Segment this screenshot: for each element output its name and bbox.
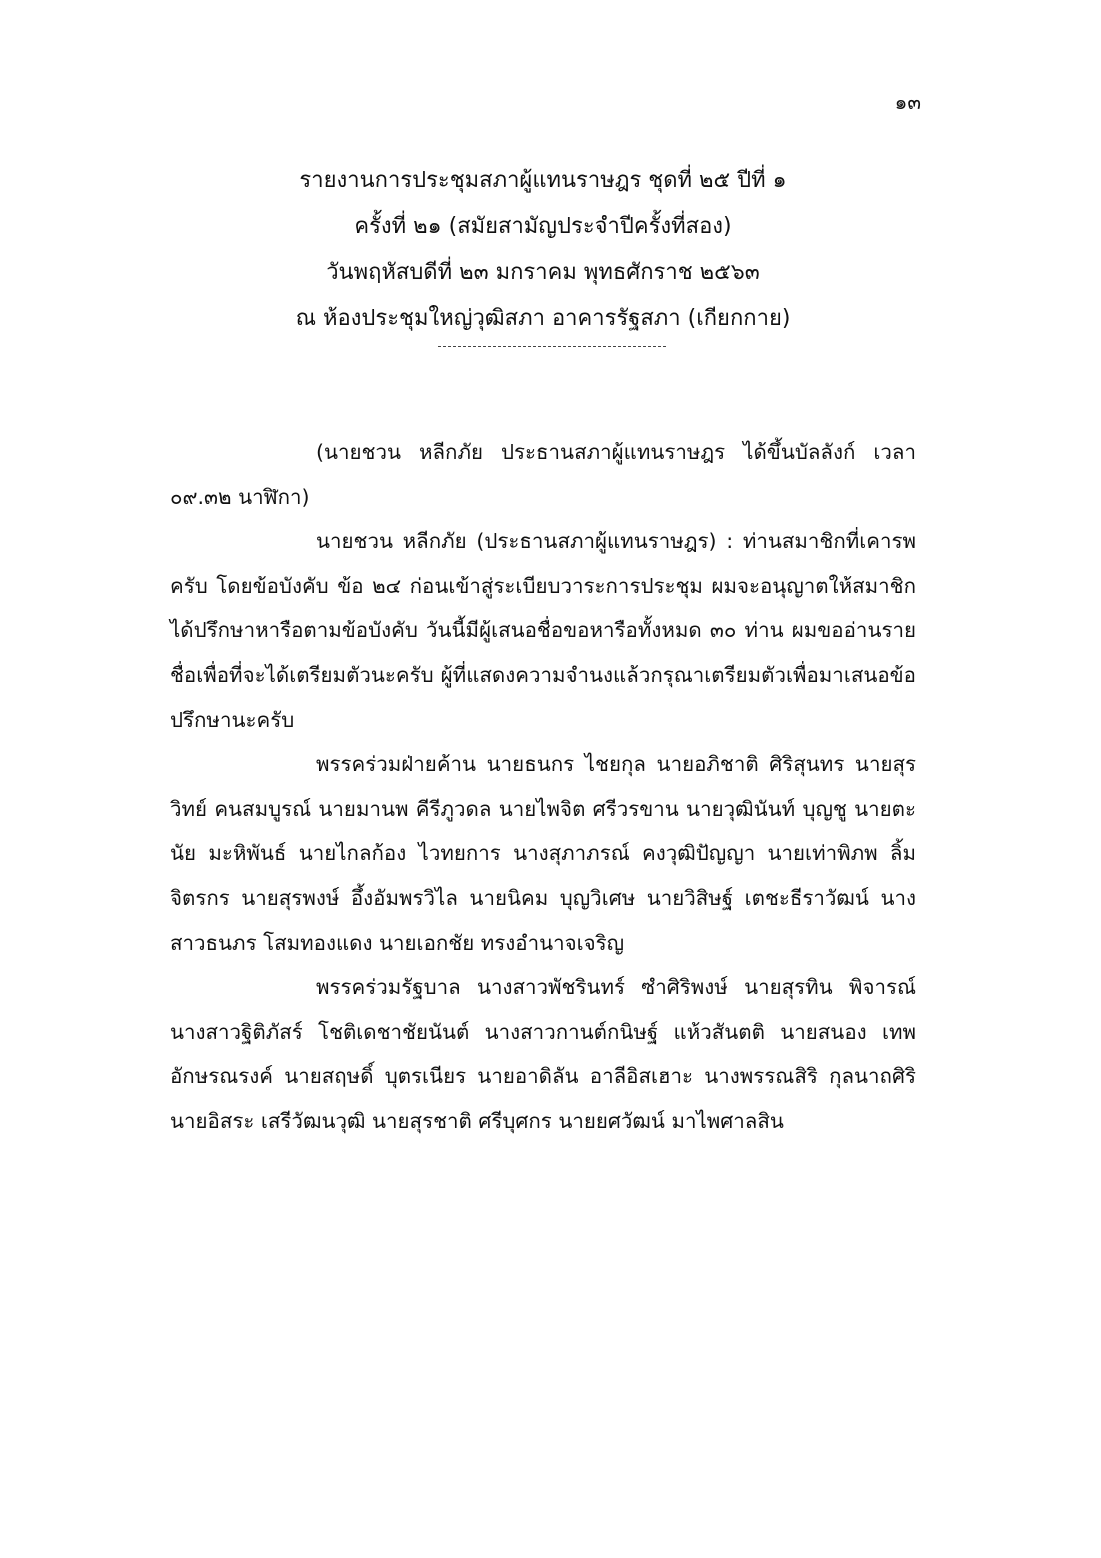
paragraph-chair-takes-seat: (นายชวน หลีกภัย ประธานสภาผู้แทนราษฎร ได้ขึ้นบัลลังก์ เวลา ๐๙.๓๒ นาฬิกา)	[170, 440, 916, 509]
minutes-body	[170, 430, 916, 1144]
heading-divider	[438, 346, 666, 347]
paragraph-opposition-list: พรรคร่วมฝ่ายค้าน นายธนกร ไชยกุล นายอภิชาติ ศิริสุนทร นายสุรวิทย์ คนสมบูรณ์ นายมานพ คีรีภูวดล นายไพจิต ศรีวรขาน นายวุฒินันท์ บุญชู นายตะนัย มะหิพันธ์ นายไกลก้อง ไวทยการ นางสุภาภรณ์ คงวุฒิปัญญา นายเท่าพิภพ ลิ้มจิตรกร นายสุรพงษ์ อึ้งอัมพรวิไล นายนิคม บุญวิเศษ นายวิสิษฐ์ เตชะธีราวัฒน์ นางสาวธนภร โสมทองแดง นายเอกชัย ทรงอำนาจเจริญ	[170, 752, 916, 955]
heading-line-2: ครั้งที่ ๒๑ (สมัยสามัญประจำปีครั้งที่สอง)	[354, 214, 732, 239]
paragraph-chair-statement: นายชวน หลีกภัย (ประธานสภาผู้แทนราษฎร) : ท่านสมาชิกที่เคารพครับ โดยข้อบังคับ ข้อ ๒๔ ก่อนเข้าสู่ระเบียบวาระการประชุม ผมจะอนุญาตให้สมาชิกได้ปรึกษาหารือตามข้อบังคับ วันนี้มีผู้เสนอชื่อขอหารือทั้งหมด ๓๐ ท่าน ผมขออ่านรายชื่อเพื่อที่จะได้เตรียมตัวนะครับ ผู้ที่แสดงความจำนงแล้วกรุณาเตรียมตัวเพื่อมาเสนอข้อปรึกษานะครับ	[170, 529, 916, 732]
report-heading	[170, 158, 916, 342]
heading-line-3: วันพฤหัสบดีที่ ๒๓ มกราคม พุทธศักราช ๒๕๖๓	[326, 260, 760, 285]
page-number: ๑๓	[894, 90, 921, 114]
heading-line-4: ณ ห้องประชุมใหญ่วุฒิสภา อาคารรัฐสภา (เกียกกาย)	[295, 306, 791, 331]
heading-line-1: รายงานการประชุมสภาผู้แทนราษฎร ชุดที่ ๒๕ ปีที่ ๑	[299, 168, 787, 193]
paragraph-government-list: พรรคร่วมรัฐบาล นางสาวพัชรินทร์ ซำศิริพงษ์ นายสุรทิน พิจารณ์ นางสาวฐิติภัสร์ โชติเดชาชัยนันต์ นางสาวกานต์กนิษฐ์ แห้วสันตติ นายสนอง เทพอักษรณรงค์ นายสฤษดิ์ บุตรเนียร นายอาดิลัน อาลีอิสเฮาะ นางพรรณสิริ กุลนาถศิริ นายอิสระ เสรีวัฒนวุฒิ นายสุรชาติ ศรีบุศกร นายยศวัฒน์ มาไพศาลสิน	[170, 975, 916, 1133]
